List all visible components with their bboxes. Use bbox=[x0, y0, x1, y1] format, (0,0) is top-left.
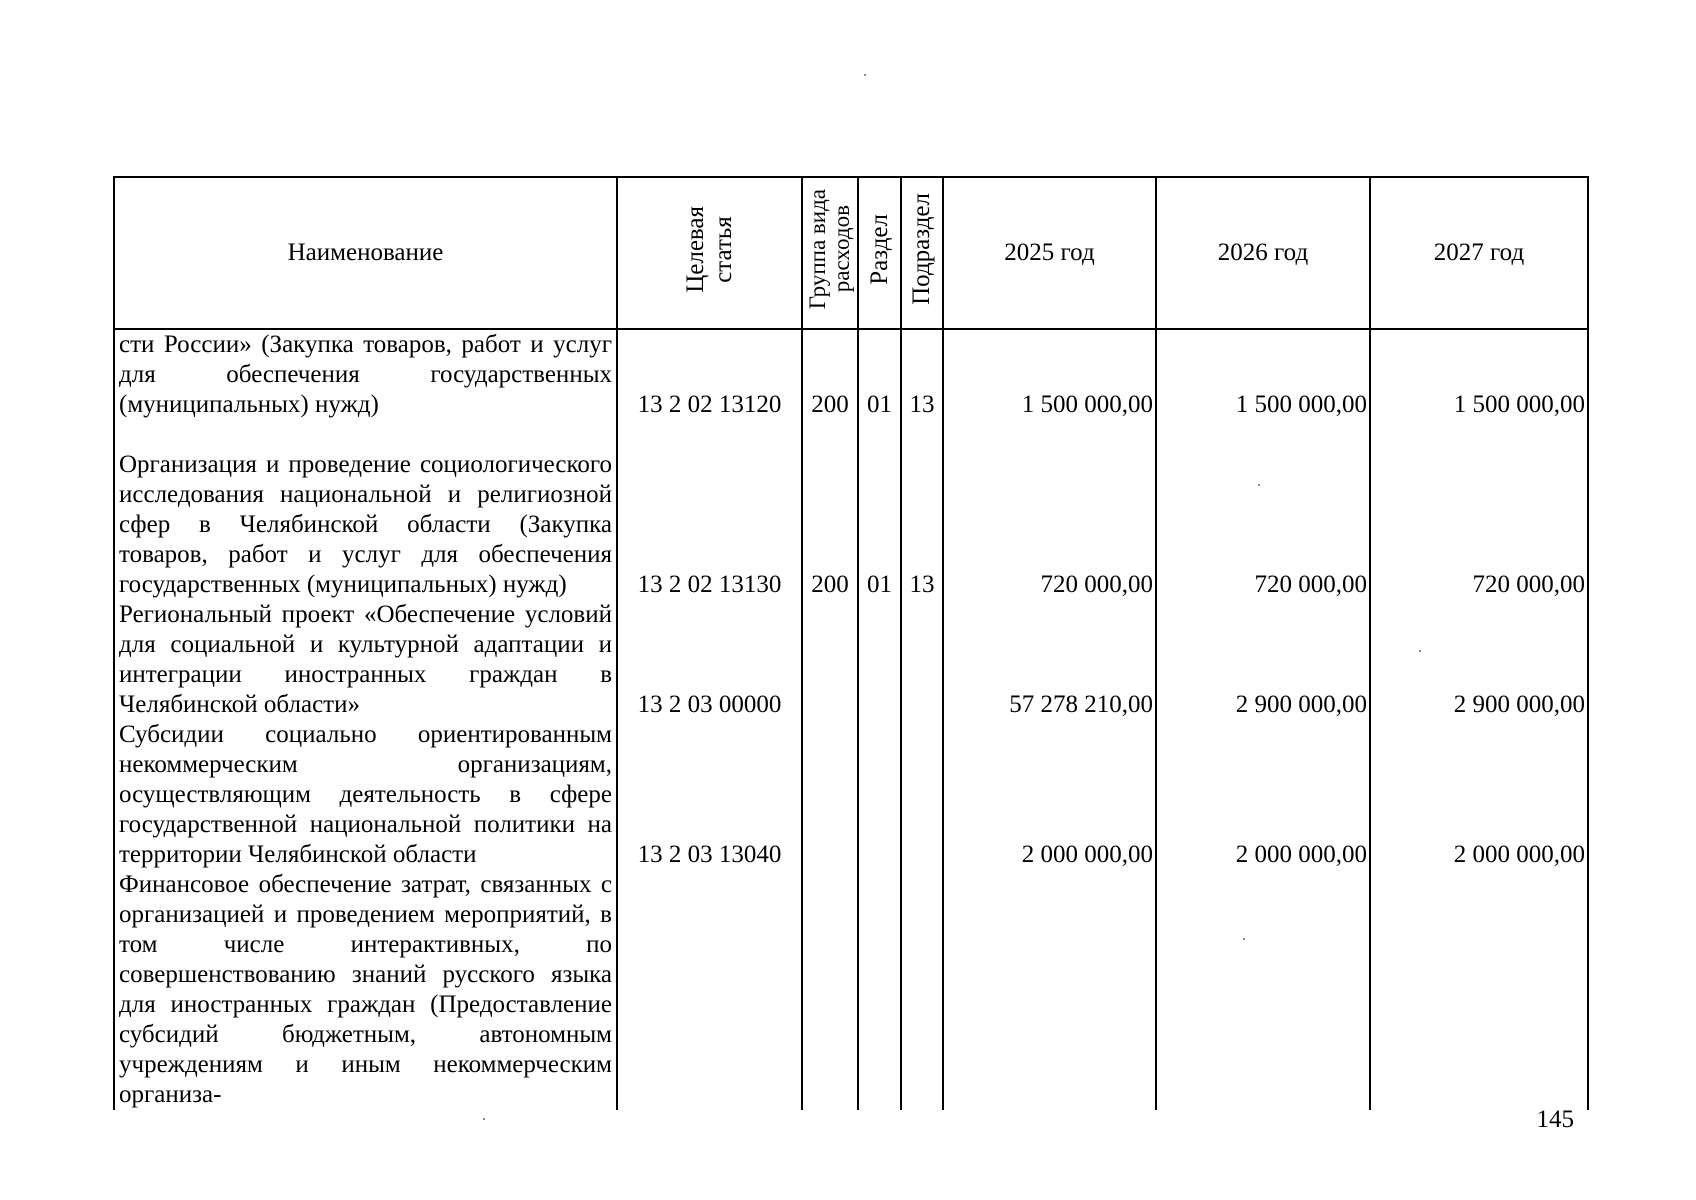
row-amount-2027: 720 000,00 bbox=[1370, 420, 1588, 600]
row-section bbox=[858, 600, 901, 720]
row-expense-group bbox=[802, 870, 858, 1110]
page-number: 145 bbox=[1536, 1106, 1574, 1133]
row-subsection: 13 bbox=[901, 420, 943, 600]
row-target-article: 13 2 02 13130 bbox=[617, 420, 802, 600]
row-amount-2027 bbox=[1370, 870, 1588, 1110]
scan-speck bbox=[864, 74, 866, 76]
row-name: Региональный проект «Обеспечение условий для социальной и культурной адаптации и интеграции иностранных граждан в Челябинской области» bbox=[114, 600, 617, 720]
row-name: Организация и проведение социологического исследования национальной и религиозной сфер в Челябинской области (Закупка товаров, работ и услуг для обеспечения государственных (муниципальных) нужд) bbox=[114, 420, 617, 600]
row-section bbox=[858, 870, 901, 1110]
table-row bbox=[114, 600, 1588, 720]
table-row bbox=[114, 329, 1588, 420]
row-amount-2027: 2 000 000,00 bbox=[1370, 720, 1588, 870]
row-expense-group bbox=[802, 600, 858, 720]
scan-speck bbox=[483, 1118, 485, 1120]
row-amount-2025: 720 000,00 bbox=[943, 420, 1156, 600]
header-expense-group: Группа вида расходов bbox=[802, 177, 858, 329]
row-target-article bbox=[617, 870, 802, 1110]
row-section bbox=[858, 720, 901, 870]
row-section: 01 bbox=[858, 329, 901, 420]
row-section: 01 bbox=[858, 420, 901, 600]
header-year-2025: 2025 год bbox=[943, 177, 1156, 329]
row-amount-2027: 2 900 000,00 bbox=[1370, 600, 1588, 720]
row-amount-2025: 2 000 000,00 bbox=[943, 720, 1156, 870]
row-amount-2025: 57 278 210,00 bbox=[943, 600, 1156, 720]
header-year-2026: 2026 год bbox=[1156, 177, 1370, 329]
row-subsection bbox=[901, 600, 943, 720]
row-name: Финансовое обеспечение затрат, связанных с организацией и проведением мероприятий, в том числе интерактивных, по совершенствованию знаний русского языка для иностранных граждан (Предоставление субсидий бюджетным, автономным учреждениям и иным некоммерческим организа- bbox=[114, 870, 617, 1110]
row-amount-2026 bbox=[1156, 870, 1370, 1110]
row-amount-2025: 1 500 000,00 bbox=[943, 329, 1156, 420]
row-amount-2026: 2 000 000,00 bbox=[1156, 720, 1370, 870]
row-target-article: 13 2 02 13120 bbox=[617, 329, 802, 420]
row-amount-2025 bbox=[943, 870, 1156, 1110]
header-name: Наименование bbox=[114, 177, 617, 329]
header-year-2027: 2027 год bbox=[1370, 177, 1588, 329]
row-expense-group: 200 bbox=[802, 420, 858, 600]
row-target-article: 13 2 03 00000 bbox=[617, 600, 802, 720]
row-amount-2026: 2 900 000,00 bbox=[1156, 600, 1370, 720]
budget-table bbox=[113, 176, 1589, 1110]
header-subsection: Подраздел bbox=[901, 177, 943, 329]
row-target-article: 13 2 03 13040 bbox=[617, 720, 802, 870]
row-expense-group bbox=[802, 720, 858, 870]
row-amount-2026: 1 500 000,00 bbox=[1156, 329, 1370, 420]
row-subsection: 13 bbox=[901, 329, 943, 420]
table-row bbox=[114, 720, 1588, 870]
header-section: Раздел bbox=[858, 177, 901, 329]
row-amount-2026: 720 000,00 bbox=[1156, 420, 1370, 600]
row-subsection bbox=[901, 720, 943, 870]
table-header-row bbox=[114, 177, 1588, 329]
table-row bbox=[114, 870, 1588, 1110]
row-name: сти России» (Закупка товаров, работ и услуг для обеспечения государственных (муниципальных) нужд) bbox=[114, 329, 617, 420]
row-subsection bbox=[901, 870, 943, 1110]
table-row bbox=[114, 420, 1588, 600]
header-target-article: Целевая статья bbox=[617, 177, 802, 329]
row-name: Субсидии социально ориентированным некоммерческим организациям, осуществляющим деятельность в сфере государственной национальной политики на территории Челябинской области bbox=[114, 720, 617, 870]
row-amount-2027: 1 500 000,00 bbox=[1370, 329, 1588, 420]
row-expense-group: 200 bbox=[802, 329, 858, 420]
